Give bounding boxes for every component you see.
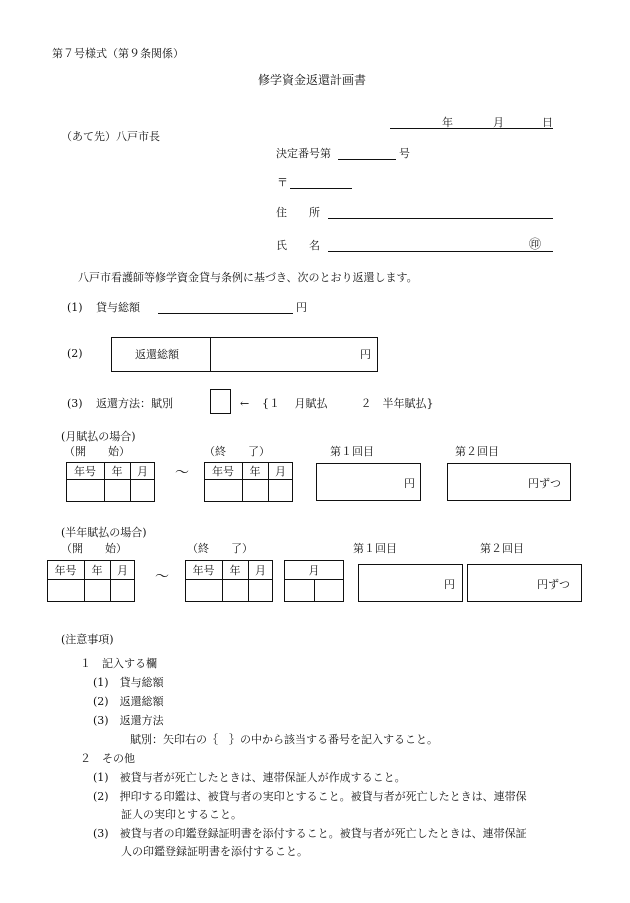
item1-label: 貸与総額 bbox=[96, 301, 140, 314]
decision-number-prefix: 決定番号第 bbox=[276, 147, 331, 160]
monthly-end-label: （終 了） bbox=[204, 445, 270, 458]
note1-item: (1) 貸与総額 bbox=[93, 676, 164, 689]
method-choice-box[interactable] bbox=[210, 389, 231, 414]
item3-number: (3) bbox=[67, 397, 83, 410]
addressee: （あて先）八戸市長 bbox=[61, 130, 160, 143]
address-label: 住 所 bbox=[276, 206, 320, 219]
loan-total-field[interactable] bbox=[158, 313, 293, 314]
date-year-label: 年 bbox=[442, 116, 453, 129]
semiannual-start-era-header: 年号 bbox=[54, 564, 77, 577]
table-divider bbox=[314, 579, 315, 602]
postal-mark: 〒 bbox=[277, 176, 288, 189]
semiannual-end-label: （終 了） bbox=[187, 542, 253, 555]
note2-heading: ２ その他 bbox=[80, 752, 135, 765]
table-divider bbox=[47, 579, 135, 580]
semiannual-first-unit: 円 bbox=[444, 578, 455, 591]
repayment-total-divider bbox=[210, 337, 211, 372]
note1-sub: 賦別：矢印右の｛ ｝の中から該当する番号を記入すること。 bbox=[130, 733, 438, 746]
decision-number-field[interactable] bbox=[338, 159, 396, 160]
item2-label: 返還総額 bbox=[135, 348, 179, 361]
monthly-heading: (月賦払の場合) bbox=[61, 430, 136, 443]
date-month-label: 月 bbox=[493, 116, 504, 129]
form-number: 第７号様式（第９条関係） bbox=[52, 47, 184, 60]
semiannual-month-header: 月 bbox=[308, 564, 320, 577]
notes-heading: (注意事項) bbox=[61, 633, 114, 646]
note2-item-cont: 証人の実印とすること。 bbox=[121, 808, 242, 821]
item2-unit: 円 bbox=[360, 348, 371, 361]
table-divider bbox=[185, 579, 273, 580]
monthly-start-month-header: 月 bbox=[137, 465, 148, 478]
monthly-start-label: （開 始） bbox=[64, 445, 130, 458]
document-title: 修学資金返還計画書 bbox=[258, 73, 367, 87]
semiannual-end-era-header: 年号 bbox=[192, 564, 215, 577]
table-divider bbox=[66, 479, 155, 480]
method-choices: {１ 月賦払 ２ 半年賦払} bbox=[262, 397, 434, 410]
name-field[interactable] bbox=[328, 251, 553, 252]
semiannual-heading: (半年賦払の場合) bbox=[61, 526, 147, 539]
monthly-first-unit: 円 bbox=[404, 477, 415, 490]
date-underline bbox=[390, 128, 553, 129]
postal-code-field[interactable] bbox=[290, 188, 352, 189]
arrow-icon: ← bbox=[240, 397, 250, 410]
monthly-end-year-header: 年 bbox=[249, 465, 261, 478]
note2-item: (3) 被貸与者の印鑑登録証明書を添付すること。被貸与者が死亡したときは、連帯保証 bbox=[93, 827, 527, 840]
note1-item: (3) 返還方法 bbox=[93, 714, 164, 727]
note2-item: (1) 被貸与者が死亡したときは、連帯保証人が作成すること。 bbox=[93, 771, 406, 784]
monthly-end-month-header: 月 bbox=[275, 465, 286, 478]
table-divider bbox=[204, 479, 293, 480]
semiannual-start-year-header: 年 bbox=[91, 564, 103, 577]
address-field[interactable] bbox=[328, 218, 553, 219]
intro-text: 八戸市看護師等修学資金貸与条例に基づき、次のとおり返還します。 bbox=[78, 271, 418, 284]
semiannual-tilde: ～ bbox=[155, 569, 169, 585]
note1-item: (2) 返還総額 bbox=[93, 695, 164, 708]
repayment-total-field[interactable] bbox=[212, 339, 352, 370]
semiannual-start-month-header: 月 bbox=[117, 564, 128, 577]
decision-number-suffix: 号 bbox=[399, 147, 410, 160]
monthly-second-unit: 円ずつ bbox=[528, 477, 561, 490]
monthly-start-year-header: 年 bbox=[111, 465, 123, 478]
semiannual-end-month-header: 月 bbox=[255, 564, 266, 577]
note2-item: (2) 押印する印鑑は、被貸与者の実印とすること。被貸与者が死亡したときは、連帯保 bbox=[93, 790, 527, 803]
semiannual-start-label: （開 始） bbox=[61, 542, 127, 555]
note1-heading: １ 記入する欄 bbox=[80, 657, 157, 670]
note2-item-cont: 人の印鑑登録証明書を添付すること。 bbox=[121, 845, 308, 858]
date-day-label: 日 bbox=[542, 116, 553, 129]
monthly-tilde: ～ bbox=[175, 465, 189, 481]
item2-number: (2) bbox=[67, 347, 83, 360]
monthly-start-era-header: 年号 bbox=[74, 465, 96, 478]
semiannual-second-label: 第２回目 bbox=[480, 542, 524, 555]
monthly-end-era-header: 年号 bbox=[212, 465, 234, 478]
semiannual-second-unit: 円ずつ bbox=[537, 578, 570, 591]
semiannual-first-label: 第１回目 bbox=[353, 542, 397, 555]
seal-mark: ㊞ bbox=[529, 237, 542, 251]
monthly-second-label: 第２回目 bbox=[455, 445, 499, 458]
monthly-first-label: 第１回目 bbox=[330, 445, 374, 458]
item3-label: 返還方法：賦別 bbox=[96, 397, 173, 410]
name-label: 氏 名 bbox=[276, 239, 320, 252]
item1-number: (1) bbox=[67, 301, 83, 314]
semiannual-end-year-header: 年 bbox=[229, 564, 241, 577]
item1-unit: 円 bbox=[296, 301, 307, 314]
